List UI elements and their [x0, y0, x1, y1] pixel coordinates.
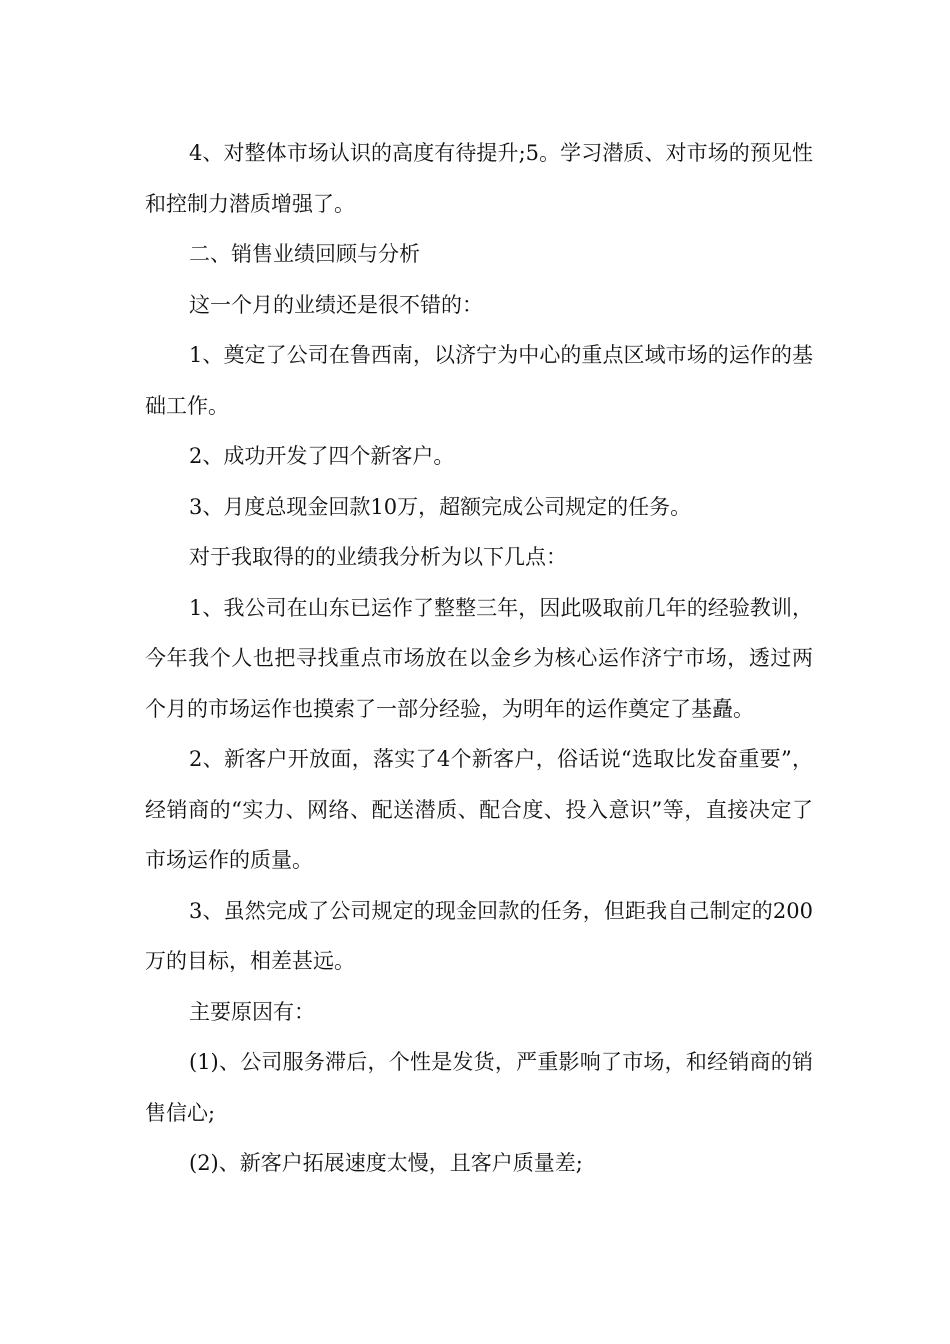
paragraph-12: (1)、公司服务滞后，个性是发货，严重影响了市场，和经销商的销售信心; — [145, 1050, 813, 1125]
section-heading-sales-review: 二、销售业绩回顾与分析 — [189, 242, 420, 266]
paragraph-11: 主要原因有： — [189, 999, 315, 1024]
paragraph-10: 3、虽然完成了公司规定的现金回款的任务，但距我自己制定的200万的目标，相差甚远。 — [145, 898, 813, 973]
document-body — [145, 128, 813, 1189]
paragraph-7: 对于我取得的的业绩我分析为以下几点： — [189, 545, 567, 569]
paragraph-13: (2)、新客户拓展速度太慢，且客户质量差; — [189, 1151, 583, 1175]
paragraph-5: 2、成功开发了四个新客户。 — [189, 444, 455, 468]
paragraph-4: 1、奠定了公司在鲁西南，以济宁为中心的重点区域市场的运作的基础工作。 — [145, 343, 813, 418]
paragraph-1: 4、对整体市场认识的高度有待提升;5。学习潜质、对市场的预见性和控制力潜质增强了。 — [145, 141, 813, 216]
paragraph-9: 2、新客户开放面，落实了4个新客户，俗话说“选取比发奋重要”，经销商的“实力、网络、配送潜质、配合度、投入意识”等，直接决定了市场运作的质量。 — [145, 747, 813, 872]
paragraph-8: 1、我公司在山东已运作了整整三年，因此吸取前几年的经验教训，今年我个人也把寻找重点市场放在以金乡为核心运作济宁市场，透过两个月的市场运作也摸索了一部分经验，为明年的运作奠定了基矗。 — [145, 595, 813, 721]
paragraph-6: 3、月度总现金回款10万，超额完成公司规定的任务。 — [189, 494, 692, 519]
paragraph-3: 这一个月的业绩还是很不错的： — [189, 292, 483, 317]
